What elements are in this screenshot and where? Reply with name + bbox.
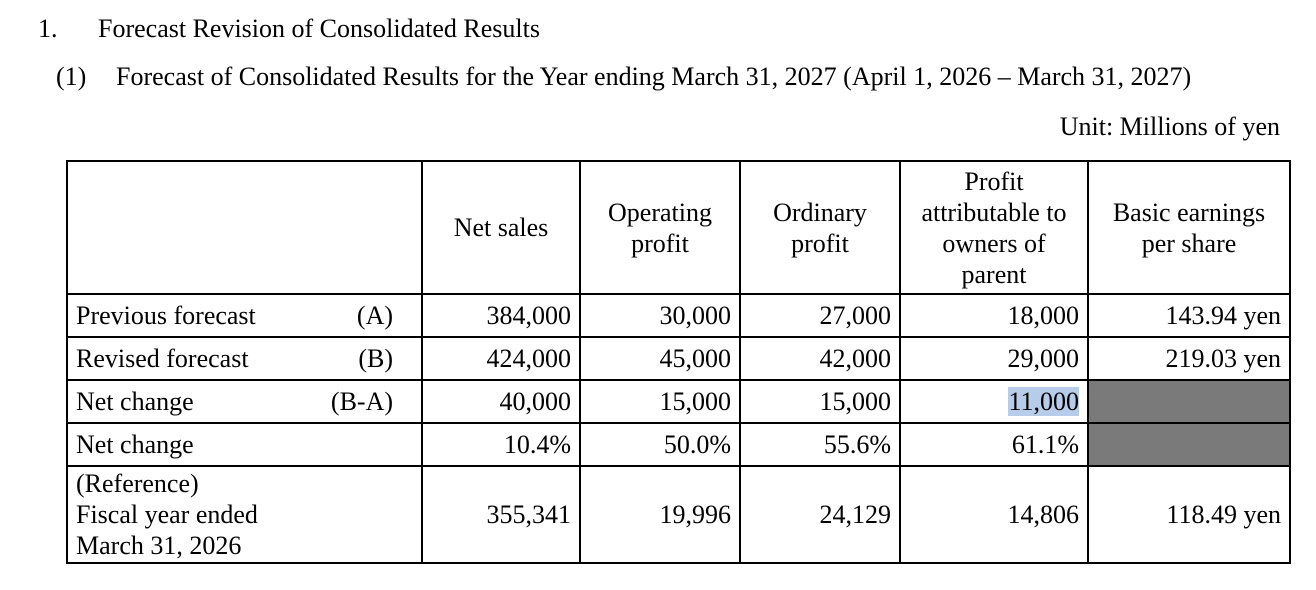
cell-basic-eps: 219.03 yen <box>1088 337 1290 380</box>
selected-text[interactable]: 11,000 <box>1008 387 1079 416</box>
cell-basic-eps: 118.49 yen <box>1088 466 1290 563</box>
subsection-heading <box>56 62 1191 92</box>
table-row-net-change <box>67 380 1290 423</box>
cell-basic-eps-shaded <box>1088 423 1290 466</box>
cell-ordinary-profit: 42,000 <box>740 337 900 380</box>
table-header-row <box>67 161 1290 294</box>
header-profit-attributable: Profit attributable to owners of parent <box>900 161 1088 294</box>
header-ordinary-profit: Ordinary profit <box>740 161 900 294</box>
cell-ordinary-profit: 24,129 <box>740 466 900 563</box>
cell-operating-profit: 50.0% <box>580 423 740 466</box>
cell-basic-eps: 143.94 yen <box>1088 294 1290 337</box>
header-basic-eps: Basic earnings per share <box>1088 161 1290 294</box>
cell-net-sales: 40,000 <box>422 380 580 423</box>
header-operating-profit: Operating profit <box>580 161 740 294</box>
cell-operating-profit: 19,996 <box>580 466 740 563</box>
row-label: Revised forecast (B) <box>67 337 422 380</box>
cell-operating-profit: 15,000 <box>580 380 740 423</box>
cell-basic-eps-shaded <box>1088 380 1290 423</box>
cell-operating-profit: 30,000 <box>580 294 740 337</box>
cell-net-sales: 424,000 <box>422 337 580 380</box>
cell-net-sales: 384,000 <box>422 294 580 337</box>
subsection-number: (1) <box>56 62 87 91</box>
cell-ordinary-profit: 55.6% <box>740 423 900 466</box>
row-label: (Reference) Fiscal year ended March 31, 2026 <box>67 466 422 563</box>
cell-profit-attributable: 14,806 <box>900 466 1088 563</box>
header-net-sales: Net sales <box>422 161 580 294</box>
cell-ordinary-profit: 15,000 <box>740 380 900 423</box>
cell-profit-attributable: 61.1% <box>900 423 1088 466</box>
table-row-net-change-percent <box>67 423 1290 466</box>
table-row-previous-forecast <box>67 294 1290 337</box>
cell-profit-attributable: 29,000 <box>900 337 1088 380</box>
header-empty-cell <box>67 161 422 294</box>
section-number: 1. <box>38 14 58 43</box>
cell-ordinary-profit: 27,000 <box>740 294 900 337</box>
subsection-title: Forecast of Consolidated Results for the Year ending March 31, 2027 (April 1, 2026 – March 31, 2027) <box>116 62 1192 91</box>
cell-profit-attributable[interactable] <box>900 380 1088 423</box>
table-row-revised-forecast <box>67 337 1290 380</box>
row-label: Previous forecast (A) <box>67 294 422 337</box>
section-title: Forecast Revision of Consolidated Results <box>98 14 540 43</box>
cell-profit-attributable: 18,000 <box>900 294 1088 337</box>
table-row-reference <box>67 466 1290 563</box>
row-label: Net change (B-A) <box>67 380 422 423</box>
cell-net-sales: 10.4% <box>422 423 580 466</box>
row-label: Net change <box>67 423 422 466</box>
unit-note: Unit: Millions of yen <box>1059 112 1280 141</box>
forecast-table <box>66 160 1291 564</box>
cell-operating-profit: 45,000 <box>580 337 740 380</box>
cell-net-sales: 355,341 <box>422 466 580 563</box>
section-heading <box>38 14 540 44</box>
